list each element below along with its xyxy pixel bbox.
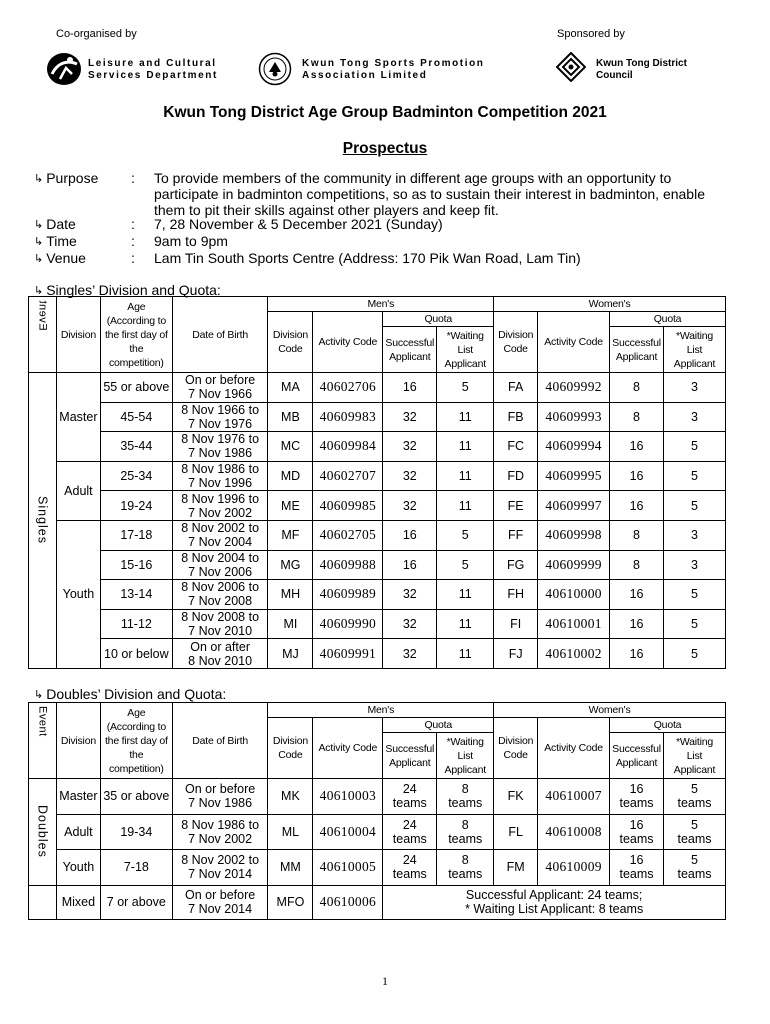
mens-division-code: MH	[268, 580, 313, 610]
mens-successful-header: Successful Applicant	[383, 327, 437, 373]
table-row	[29, 850, 726, 886]
womens-waiting-line: 5	[691, 782, 698, 797]
mens-waiting: 5	[437, 550, 494, 580]
event-cell-blank	[29, 885, 57, 919]
sponsored-label: Sponsored by	[557, 28, 625, 40]
womens-successful: 16	[610, 580, 664, 610]
mens-quota-header: Quota	[383, 312, 494, 327]
dob-cell-line: 7 Nov 1996	[188, 476, 253, 491]
dob-cell-line: 8 Nov 1986 to	[181, 462, 260, 477]
mens-activity-code: 40610003	[313, 779, 383, 815]
womens-successful-header: Successful Applicant	[610, 733, 664, 779]
mens-quota-header: Quota	[383, 718, 494, 733]
division-cell: Adult	[56, 814, 100, 850]
dob-cell-line: 8 Nov 2008 to	[181, 610, 260, 625]
mens-activity-code: 40602706	[313, 373, 383, 403]
mens-header: Men's	[268, 297, 494, 312]
age-cell: 17-18	[100, 520, 172, 550]
mens-successful	[383, 850, 437, 886]
division-cell: Master	[56, 373, 100, 462]
mens-successful: 32	[383, 580, 437, 610]
womens-successful: 8	[610, 520, 664, 550]
ktspa-emblem-icon	[258, 52, 292, 86]
mens-activity-code: 40610005	[313, 850, 383, 886]
mens-division-code: MF	[268, 520, 313, 550]
dob-cell-line: 8 Nov 2010	[188, 653, 253, 668]
womens-successful: 16	[610, 491, 664, 521]
mens-waiting-line: 8	[461, 853, 469, 868]
purpose-label: ↳ Purpose	[34, 170, 99, 186]
date-label: ↳ Date	[34, 216, 76, 232]
bullet-icon: ↳	[34, 285, 44, 297]
womens-division-code: FF	[494, 520, 538, 550]
dob-cell-line: 7 Nov 2004	[188, 535, 253, 550]
table-row	[29, 520, 726, 550]
mens-division-code: MC	[268, 432, 313, 462]
dob-cell	[172, 609, 268, 639]
mens-waiting: 11	[437, 491, 494, 521]
womens-division-code: FC	[494, 432, 538, 462]
mens-division-code: MK	[268, 779, 313, 815]
dob-cell-line: 8 Nov 1976 to	[181, 432, 260, 447]
mens-waiting: 5	[437, 373, 494, 403]
dob-cell	[172, 850, 268, 886]
table-row	[29, 550, 726, 580]
dob-cell	[172, 461, 268, 491]
age-header: Age (According to the first day of the competition)	[100, 297, 172, 373]
mens-activity-code-header: Activity Code	[313, 718, 383, 779]
dob-cell-line: 7 Nov 1986	[188, 446, 253, 461]
dob-cell	[172, 402, 268, 432]
mens-successful: 16	[383, 520, 437, 550]
mens-successful: 32	[383, 461, 437, 491]
mixed-activity-code: 40610006	[313, 885, 383, 919]
mens-successful: 32	[383, 491, 437, 521]
mens-activity-code: 40609984	[313, 432, 383, 462]
age-cell: 11-12	[100, 609, 172, 639]
age-cell: 15-16	[100, 550, 172, 580]
womens-division-code: FA	[494, 373, 538, 403]
dob-cell-line: 8 Nov 2004 to	[181, 550, 260, 565]
mens-waiting-line: teams	[448, 831, 483, 846]
age-cell: 35 or above	[100, 779, 172, 815]
mens-header: Men's	[268, 703, 494, 718]
mens-successful-header: Successful Applicant	[383, 733, 437, 779]
womens-successful: 8	[610, 373, 664, 403]
womens-waiting-line: teams	[677, 867, 712, 882]
mens-successful-line: teams	[392, 831, 427, 846]
womens-activity-code: 40610007	[538, 779, 610, 815]
doubles-body	[29, 779, 726, 920]
womens-waiting: 5	[664, 432, 726, 462]
time-label: ↳ Time	[34, 233, 77, 249]
mens-division-code: MD	[268, 461, 313, 491]
dob-cell	[172, 814, 268, 850]
womens-waiting: 3	[664, 402, 726, 432]
womens-activity-code: 40609993	[538, 402, 610, 432]
mens-division-code: MM	[268, 850, 313, 886]
womens-successful-line: teams	[619, 796, 654, 811]
dob-cell-line: 8 Nov 2006 to	[181, 580, 260, 595]
womens-activity-code: 40609997	[538, 491, 610, 521]
age-cell: 7 or above	[100, 885, 172, 919]
age-cell: 7-18	[100, 850, 172, 886]
dob-cell-line: 7 Nov 2014	[188, 867, 253, 882]
time-value: 9am to 9pm	[154, 233, 228, 249]
mens-activity-code: 40609990	[313, 609, 383, 639]
mens-successful-line: teams	[392, 867, 427, 882]
table-row	[29, 373, 726, 403]
womens-division-code-header: Division Code	[494, 718, 538, 779]
womens-successful-line: 16	[629, 853, 644, 868]
division-cell: Youth	[56, 850, 100, 886]
mens-activity-code: 40609988	[313, 550, 383, 580]
womens-successful: 16	[610, 609, 664, 639]
womens-division-code: FG	[494, 550, 538, 580]
womens-successful: 8	[610, 402, 664, 432]
date-value: 7, 28 November & 5 December 2021 (Sunday)	[154, 216, 443, 232]
womens-waiting: 5	[664, 461, 726, 491]
event-cell	[29, 373, 57, 669]
womens-waiting: 3	[664, 373, 726, 403]
mens-division-code: MA	[268, 373, 313, 403]
doubles-table	[28, 702, 726, 920]
mens-waiting: 11	[437, 432, 494, 462]
womens-waiting-line: 5	[691, 853, 698, 868]
age-cell: 10 or below	[100, 639, 172, 669]
womens-waiting-line: teams	[677, 831, 712, 846]
mens-division-code: ML	[268, 814, 313, 850]
womens-division-code: FB	[494, 402, 538, 432]
lcsd-logo-icon	[46, 52, 82, 86]
womens-successful: 16	[610, 461, 664, 491]
age-cell: 19-34	[100, 814, 172, 850]
page-number: 1	[382, 974, 388, 988]
dob-cell	[172, 550, 268, 580]
table-row	[29, 814, 726, 850]
purpose-colon: :	[131, 170, 135, 186]
womens-successful-line: teams	[619, 867, 654, 882]
womens-waiting: 5	[664, 609, 726, 639]
womens-waiting	[664, 814, 726, 850]
table-row	[29, 779, 726, 815]
age-cell: 55 or above	[100, 373, 172, 403]
mens-successful-line: 24	[402, 853, 417, 868]
division-cell: Youth	[56, 520, 100, 668]
org2-name: Kwun Tong Sports Promotion Association Limited	[302, 58, 485, 81]
age-cell: 13-14	[100, 580, 172, 610]
womens-quota-header: Quota	[610, 718, 726, 733]
page-subtitle: Prospectus	[342, 140, 428, 157]
womens-activity-code: 40610000	[538, 580, 610, 610]
bullet-icon: ↳	[34, 219, 44, 231]
dob-cell	[172, 779, 268, 815]
bullet-icon: ↳	[34, 236, 44, 248]
mens-successful	[383, 814, 437, 850]
womens-waiting: 5	[664, 491, 726, 521]
mens-waiting	[437, 779, 494, 815]
womens-waiting-line: teams	[677, 796, 712, 811]
womens-division-code: FJ	[494, 639, 538, 669]
womens-waiting: 3	[664, 520, 726, 550]
time-colon: :	[131, 233, 135, 249]
event-label: Doubles	[35, 805, 50, 859]
womens-header: Women's	[494, 703, 726, 718]
mens-activity-code: 40609985	[313, 491, 383, 521]
mens-successful: 32	[383, 402, 437, 432]
mens-activity-code-header: Activity Code	[313, 312, 383, 373]
womens-activity-code: 40610008	[538, 814, 610, 850]
event-label: Singles	[35, 496, 50, 545]
dob-cell-line: 8 Nov 1996 to	[181, 491, 260, 506]
womens-waiting	[664, 850, 726, 886]
venue-label: ↳ Venue	[34, 250, 86, 266]
bullet-icon: ↳	[34, 253, 44, 265]
womens-division-code: FL	[494, 814, 538, 850]
mens-waiting	[437, 850, 494, 886]
dob-cell-line: On or before	[185, 373, 256, 388]
mens-activity-code: 40609989	[313, 580, 383, 610]
womens-successful	[610, 779, 664, 815]
womens-waiting: 5	[664, 639, 726, 669]
mens-division-code: MB	[268, 402, 313, 432]
dob-header: Date of Birth	[172, 297, 268, 373]
mens-division-code-header: Division Code	[268, 718, 313, 779]
dob-cell-line: 7 Nov 2014	[188, 902, 253, 916]
womens-activity-code-header: Activity Code	[538, 312, 610, 373]
event-cell	[29, 779, 57, 886]
table-row	[29, 609, 726, 639]
dob-cell-line: 8 Nov 1966 to	[181, 402, 260, 417]
dob-cell	[172, 580, 268, 610]
womens-successful-line: 16	[629, 782, 644, 797]
table-row	[29, 461, 726, 491]
womens-activity-code-header: Activity Code	[538, 718, 610, 779]
womens-activity-code: 40610001	[538, 609, 610, 639]
bullet-icon: ↳	[34, 173, 44, 185]
age-cell: 35-44	[100, 432, 172, 462]
division-cell: Master	[56, 779, 100, 815]
mens-division-code: MG	[268, 550, 313, 580]
table-row	[29, 639, 726, 669]
mens-waiting: 11	[437, 461, 494, 491]
page-title: Kwun Tong District Age Group Badminton Competition 2021	[163, 104, 607, 121]
dob-cell-line: 7 Nov 1966	[188, 387, 253, 402]
womens-division-code: FE	[494, 491, 538, 521]
org1-name: Leisure and Cultural Services Department	[88, 58, 218, 81]
age-cell: 19-24	[100, 491, 172, 521]
coorganised-label: Co-organised by	[56, 28, 137, 40]
purpose-text: To provide members of the community in different age groups with an opportunity to participate in badminton competitions, so as to sustain their interest in badminton, enable them to pit their skills against other players and keep fit.	[154, 170, 705, 218]
mens-successful: 32	[383, 432, 437, 462]
mens-division-code: MJ	[268, 639, 313, 669]
division-cell: Adult	[56, 461, 100, 520]
womens-activity-code: 40609995	[538, 461, 610, 491]
dob-cell	[172, 432, 268, 462]
table-row	[29, 432, 726, 462]
mens-waiting-line: teams	[448, 796, 483, 811]
age-cell: 45-54	[100, 402, 172, 432]
womens-division-code: FH	[494, 580, 538, 610]
womens-waiting: 5	[664, 580, 726, 610]
mens-waiting: 11	[437, 639, 494, 669]
womens-header: Women's	[494, 297, 726, 312]
mens-successful-line: 24	[402, 782, 417, 797]
date-colon: :	[131, 216, 135, 232]
singles-body	[29, 373, 726, 669]
mens-successful: 32	[383, 639, 437, 669]
mens-waiting: 5	[437, 520, 494, 550]
age-header: Age (According to the first day of the competition)	[100, 703, 172, 779]
womens-waiting-header: *Waiting List Applicant	[664, 733, 726, 779]
event-header: Event	[29, 703, 57, 779]
womens-waiting	[664, 779, 726, 815]
table-row-mixed	[29, 885, 726, 919]
womens-activity-code: 40610009	[538, 850, 610, 886]
mens-successful	[383, 779, 437, 815]
womens-activity-code: 40609998	[538, 520, 610, 550]
dob-cell-line: 7 Nov 1986	[188, 796, 253, 811]
dob-cell	[172, 885, 268, 919]
womens-activity-code: 40609992	[538, 373, 610, 403]
mens-activity-code: 40602705	[313, 520, 383, 550]
mens-waiting-line: teams	[448, 867, 483, 882]
womens-successful-line: teams	[619, 831, 654, 846]
womens-successful	[610, 850, 664, 886]
dob-cell-line: On or after	[190, 639, 250, 654]
dob-cell	[172, 639, 268, 669]
dob-cell-line: 7 Nov 2006	[188, 564, 253, 579]
venue-value: Lam Tin South Sports Centre (Address: 170 Pik Wan Road, Lam Tin)	[154, 250, 581, 266]
womens-division-code: FD	[494, 461, 538, 491]
mens-successful: 16	[383, 550, 437, 580]
womens-quota-header: Quota	[610, 312, 726, 327]
womens-waiting-line: 5	[691, 817, 698, 832]
womens-successful	[610, 814, 664, 850]
dob-cell	[172, 373, 268, 403]
mens-waiting	[437, 814, 494, 850]
mens-successful: 32	[383, 609, 437, 639]
mens-waiting-header: *Waiting List Applicant	[437, 733, 494, 779]
mens-successful-line: 24	[402, 817, 417, 832]
dob-cell-line: 8 Nov 2002 to	[181, 521, 260, 536]
dob-header: Date of Birth	[172, 703, 268, 779]
table-row	[29, 491, 726, 521]
womens-successful-line: 16	[629, 817, 644, 832]
dob-cell	[172, 520, 268, 550]
mens-activity-code: 40609983	[313, 402, 383, 432]
singles-heading: ↳ Singles’ Division and Quota:	[34, 282, 221, 298]
venue-colon: :	[131, 250, 135, 266]
womens-successful: 16	[610, 432, 664, 462]
dob-cell-line: On or before	[185, 782, 256, 797]
dob-cell-line: On or before	[185, 888, 256, 902]
mens-waiting-line: 8	[461, 817, 469, 832]
womens-activity-code: 40609999	[538, 550, 610, 580]
bullet-icon: ↳	[34, 689, 44, 701]
mixed-note-line: Successful Applicant: 24 teams;	[465, 888, 643, 902]
womens-activity-code: 40609994	[538, 432, 610, 462]
doubles-heading: ↳ Doubles’ Division and Quota:	[34, 686, 227, 702]
table-row	[29, 402, 726, 432]
age-cell: 25-34	[100, 461, 172, 491]
singles-table	[28, 296, 726, 669]
org3-name: Kwun Tong District Council	[596, 58, 687, 81]
womens-waiting: 3	[664, 550, 726, 580]
mens-activity-code: 40609991	[313, 639, 383, 669]
mixed-note-line: * Waiting List Applicant: 8 teams	[465, 902, 644, 916]
mens-successful-line: teams	[392, 796, 427, 811]
table-row	[29, 580, 726, 610]
mens-activity-code: 40602707	[313, 461, 383, 491]
womens-waiting-header: *Waiting List Applicant	[664, 327, 726, 373]
dob-cell	[172, 491, 268, 521]
mixed-quota-note	[383, 885, 726, 919]
mens-division-code: MI	[268, 609, 313, 639]
womens-activity-code: 40610002	[538, 639, 610, 669]
district-council-logo-icon	[556, 52, 586, 82]
dob-cell-line: 8 Nov 2002 to	[181, 853, 260, 868]
womens-division-code-header: Division Code	[494, 312, 538, 373]
mens-division-code: ME	[268, 491, 313, 521]
womens-division-code: FK	[494, 779, 538, 815]
division-cell: Mixed	[56, 885, 100, 919]
dob-cell-line: 7 Nov 1976	[188, 416, 253, 431]
mens-waiting: 11	[437, 402, 494, 432]
mens-successful: 16	[383, 373, 437, 403]
womens-successful-header: Successful Applicant	[610, 327, 664, 373]
dob-cell-line: 7 Nov 2010	[188, 624, 253, 639]
mens-waiting-header: *Waiting List Applicant	[437, 327, 494, 373]
womens-division-code: FI	[494, 609, 538, 639]
mens-waiting: 11	[437, 580, 494, 610]
dob-cell-line: 8 Nov 1986 to	[181, 817, 260, 832]
dob-cell-line: 7 Nov 2002	[188, 505, 253, 520]
dob-cell-line: 7 Nov 2008	[188, 594, 253, 609]
division-header: Division	[56, 297, 100, 373]
header-row	[29, 297, 726, 312]
mens-division-code-header: Division Code	[268, 312, 313, 373]
womens-successful: 16	[610, 639, 664, 669]
mens-waiting-line: 8	[461, 782, 469, 797]
mens-waiting: 11	[437, 609, 494, 639]
mixed-division-code: MFO	[268, 885, 313, 919]
division-header: Division	[56, 703, 100, 779]
dob-cell-line: 7 Nov 2002	[188, 831, 253, 846]
event-header: Event	[29, 297, 57, 373]
mens-activity-code: 40610004	[313, 814, 383, 850]
womens-division-code: FM	[494, 850, 538, 886]
womens-successful: 8	[610, 550, 664, 580]
